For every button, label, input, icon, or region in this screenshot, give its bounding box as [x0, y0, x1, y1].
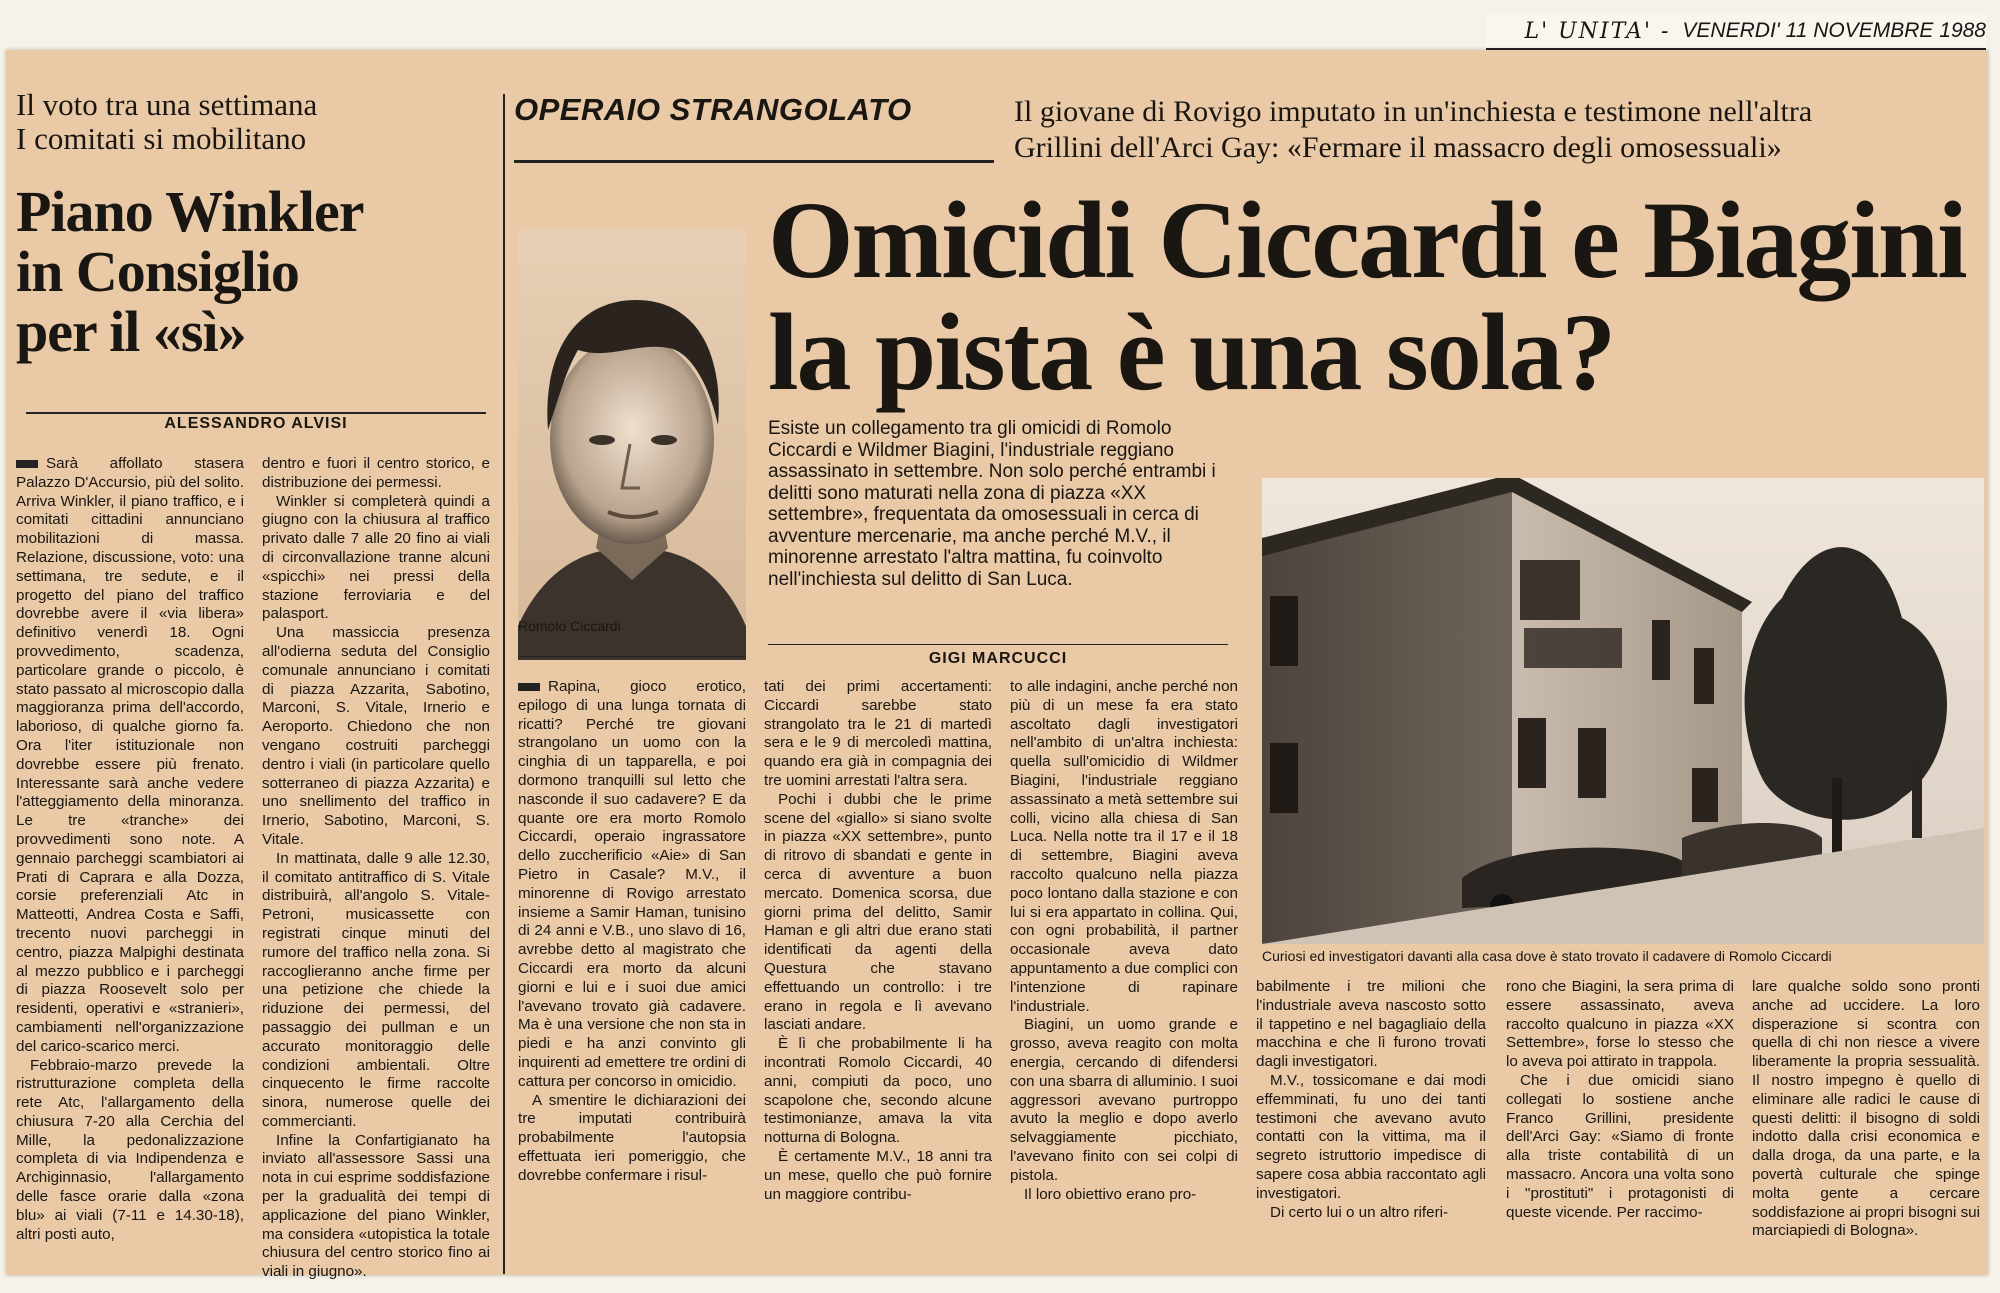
main-article-column-2	[764, 678, 992, 1204]
newspaper-clipping	[6, 50, 1988, 1281]
main-headline-line-1: Omicidi Ciccardi e Biagini	[768, 179, 1966, 301]
paragraph: Infine la Confartigianato ha inviato all'assessore Sassi una nota in cui esprime soddisfazione per la gradualità dei tempi di applicazione del piano Winkler, ma considera «utopistica la totale chiusura del centro storico fino ai viali in giugno».	[262, 1131, 490, 1281]
paragraph: Una massiccia presenza all'odierna seduta del Consiglio comunale annunciano i comitati di piazza Azzarita, Sabotino, Marconi, S. Vitale, Irnerio e Aeroporto. Chiedono che non vengano costruiti parcheggi dentro i viali (in particolare quello sotterraneo di piazza Azzarita) e uno snellimento del traffico in Irnerio, Sabotino, Marconi, S. Vitale.	[262, 624, 490, 848]
left-headline-line-3: per il «sì»	[16, 299, 246, 364]
main-headline	[768, 179, 1988, 413]
section-rule	[514, 160, 994, 163]
paragraph: È lì che probabilmente li ha incontrati Romolo Ciccardi, 40 anni, compiuti da poco, uno scapolone che, secondo alcune testimonianze, amava la vita notturna di Bologna.	[764, 1035, 992, 1147]
paragraph: to alle indagini, anche perché non più di un mese fa era stato ascoltato dagli investigatori nell'ambito di un'altra inchiesta: quella sull'omicidio di Wildmer Biagini, l'industriale reggiano assassinato a metà settembre sui colli, vicino alla chiesa di San Luca. Nella notte tra il 17 e il 18 di settembre, Biagini aveva raccolto qualcuno nella piazza poco lontano dalla stazione e con lui si era appartato in collina. Qui, con ogni probabilità, il partner occasionale aveva dato appuntamento a due complici con l'intenzione di rapinare l'industriale.	[1010, 678, 1238, 1015]
portrait-photo	[518, 230, 746, 656]
main-subheads	[1014, 94, 1974, 166]
paragraph: tati dei primi accertamenti: Ciccardi sarebbe stato strangolato tra le 21 di martedì sera e le 9 di mercoledì mattina, quando era già in compagnia dei tre uomini arrestati l'altra sera.	[764, 678, 992, 789]
main-article-column-1	[518, 678, 746, 1186]
building-photo	[1262, 478, 1984, 944]
main-article-column-6	[1752, 978, 1980, 1241]
paragraph: M.V., tossicomane e dai modi effemminati, fu uno dei tanti testimoni che avevano avuto contatti con la vittima, ma il segreto istruttorio impedisce di sapere cosa abbia raccontato agli investigatori.	[1256, 1071, 1486, 1202]
main-article-column-4	[1256, 978, 1486, 1222]
main-article-column-5	[1506, 978, 1734, 1222]
paragraph: In mattinata, dalle 9 alle 12.30, il comitato antitraffico di S. Vitale distribuirà, all'angolo S. Vitale-Petroni, musicassette con registrati cinque minuti del rumore del traffico nella zona. Si raccoglieranno anche firme per una petizione che chiede la riduzione dei permessi, del passaggio dei pullman e un accurato monitoraggio delle condizioni ambientali. Oltre cinquecento le firme raccolte sinora, numerose quelle dei commercianti.	[262, 849, 490, 1130]
paragraph-marker-icon	[518, 683, 540, 691]
subhead-1: Il giovane di Rovigo imputato in un'inchiesta e testimone nell'altra	[1014, 95, 1813, 128]
issue-date: VENERDI' 11 NOVEMBRE 1988	[1682, 19, 1986, 42]
left-article-column-1	[16, 455, 244, 1244]
paragraph: È certamente M.V., 18 anni tra un mese, quello che può fornire un maggiore contribu-	[764, 1147, 992, 1203]
paragraph: Rapina, gioco erotico, epilogo di una lunga tornata di ricatti? Perché tre giovani strangolano un uomo con la cinghia di un tapparella, e poi dormono tranquilli sul letto che nasconde il suo cadavere? E da quante ore era morto Romolo Ciccardi, operaio ingrassatore dello zuccherificio «Aie» di San Pietro in Casale? M.V., il minorenne di Rovigo arrestato insieme a Samir Haman, tunisino di 24 anni e V.B., uno slavo di 16, avrebbe detto al magistrato che Ciccardi era morto da alcuni giorni e lui e i suoi due amici l'avevano trovato già cadavere. Ma è una versione che non sta in piedi e ha anzi convinto gli inquirenti ad emettere tre ordini di cattura per concorso in omicidio.	[518, 678, 746, 1090]
left-headline-line-1: Piano Winkler	[16, 179, 364, 244]
subhead-2: Grillini dell'Arci Gay: «Fermare il massacro degli omosessuali»	[1014, 131, 1782, 164]
paragraph: Di certo lui o un altro riferi-	[1270, 1203, 1449, 1221]
newspaper-logo: L' UNITA' -	[1524, 18, 1671, 44]
masthead	[1486, 14, 1986, 50]
building-image	[1262, 478, 1984, 944]
paragraph: babilmente i tre milioni che l'industriale aveva nascosto sotto il tappetino e nel bagagliaio della macchina e che lì furono trovati dagli investigatori.	[1256, 978, 1486, 1071]
lead-paragraph: Esiste un collegamento tra gli omicidi di Romolo Ciccardi e Wildmer Biagini, l'industriale reggiano assassinato in settembre. Non solo perché entrambi i delitti sono maturati nella zona di piazza «XX settembre», frequentata da omosessuali in cerca di avventure mercenarie, ma anche perché M.V., il minorenne arrestato l'altra mattina, fu coinvolto nell'inchiesta sul delitto di San Luca.	[768, 418, 1216, 590]
left-article-column-2	[262, 455, 490, 1282]
left-kicker-line-2: I comitati si mobilitano	[16, 121, 307, 156]
left-headline	[16, 179, 486, 364]
left-kicker	[16, 88, 486, 156]
main-headline-line-2: la pista è una sola?	[768, 291, 1615, 413]
paragraph: Febbraio-marzo prevede la ristrutturazione completa della rete Atc, l'allargamento della chiusura 7-20 alla Cerchia del Mille, la pedonalizzazione completa di via Indipendenza e Archiginnasio, l'allargamento delle fasce orarie dalla «zona blu» ai viali (7-11 e 14.30-18), altri posti auto,	[16, 1056, 244, 1243]
paragraph: Winkler si completerà quindi a giugno con la chiusura al traffico privato dalle 7 alle 20 fino ai viali di circonvallazione tranne alcuni «spicchi» nei pressi della stazione ferroviaria e del palasport.	[262, 492, 490, 623]
paragraph-marker-icon	[16, 460, 38, 468]
portrait-image	[518, 230, 746, 660]
paragraph: Che i due omicidi siano collegati lo sostiene anche Franco Grillini, presidente dell'Arci Gay: «Siamo di fronte alla triste contabilità di un massacro. Ancora una volta sono i "prostituti" i protagonisti di queste vicende. Per raccimo-	[1506, 1071, 1734, 1221]
main-article-column-3	[1010, 678, 1238, 1204]
photo-caption: Curiosi ed investigatori davanti alla casa dove è stato trovato il cadavere di Romolo Ciccardi	[1262, 948, 1832, 964]
column-divider	[503, 94, 505, 1274]
paragraph: rono che Biagini, la sera prima di essere assassinato, aveva raccolto qualcuno in piazza «XX Settembre», forse lo stesso che lo aveva poi attirato in trappola.	[1506, 978, 1734, 1071]
left-headline-line-2: in Consiglio	[16, 239, 299, 304]
left-kicker-line-1: Il voto tra una settimana	[16, 87, 318, 122]
left-byline-rule	[26, 412, 486, 414]
paragraph: Sarà affollato stasera Palazzo D'Accursio, più del solito. Arriva Winkler, il piano traffico, e i comitati cittadini annunciano mobilitazioni di massa. Relazione, discussione, voto: una settimana, tre sedute, e il progetto del piano del traffico dovrebbe avere il «via libera» definitivo venerdì 18. Ogni provvedimento, scadenza, particolare grande o piccolo, è stato passato al microscopio dalla maggioranza prima dell'accordo, laborioso, di qualche giorno fa. Ora l'iter istituzionale non dovrebbe essere più frenato. Interessante sarà anche vedere l'atteggiamento della minoranza. Le tre «tranche» dei provvedimenti sono note. A gennaio parcheggi scambiatori ai Prati di Caprara e alla Dozza, corsie preferenziali Atc in Matteotti, Andrea Costa e Saffi, trecento nuovi parcheggi in centro, piazza Malpighi destinata al mezzo pubblico e i parcheggi di piazza Roosevelt solo per residenti, operativi e «stranieri», cambiamenti nell'organizzazione del carico-scarico merci.	[16, 455, 244, 1055]
main-byline-rule	[768, 644, 1228, 645]
paragraph: dentro e fuori il centro storico, e distribuzione dei permessi.	[262, 455, 490, 491]
paragraph: Biagini, un uomo grande e grosso, aveva reagito con molta energia, cercando di difendersi con una sbarra di alluminio. I suoi aggressori avevano purtroppo avuto la meglio e dopo averlo selvaggiamente picchiato, l'avevano finito con sei colpi di pistola.	[1010, 1016, 1238, 1184]
paragraph: Pochi i dubbi che le prime scene del «giallo» si siano svolte in piazza «XX settembre», punto di ritrovo di sbandati e gente in cerca di avventure a buon mercato. Domenica scorsa, due giorni prima del delitto, Samir Haman e gli altri due erano stati identificati da agenti della Questura che stavano effettuando un controllo: i tre erano in regola e lì avevano lasciati andare.	[764, 790, 992, 1034]
paragraph: A smentire le dichiarazioni dei tre imputati contribuirà probabilmente l'autopsia effettuata ieri pomeriggio, che dovrebbe confermare i risul-	[518, 1091, 746, 1184]
portrait-caption: Romolo Ciccardi	[518, 618, 621, 634]
paragraph: lare qualche soldo sono pronti anche ad uccidere. La loro disperazione si scontra con quella di chi non riesce a vivere liberamente la propria sessualità. Il nostro impegno è quello di eliminare alle radici le cause di questi delitti: il bisogno di soldi indotto dalla crisi economica e dalla droga, da una parte, e la povertà culturale che spinge molta gente a cercare soddisfazione ai propri bisogni sui marciapiedi di Bologna».	[1752, 978, 1980, 1240]
portrait-rule	[518, 656, 746, 657]
left-byline: ALESSANDRO ALVISI	[164, 415, 348, 432]
section-label: OPERAIO STRANGOLATO	[514, 92, 912, 127]
paragraph: Il loro obiettivo erano pro-	[1024, 1185, 1197, 1203]
main-byline: GIGI MARCUCCI	[928, 650, 1068, 667]
